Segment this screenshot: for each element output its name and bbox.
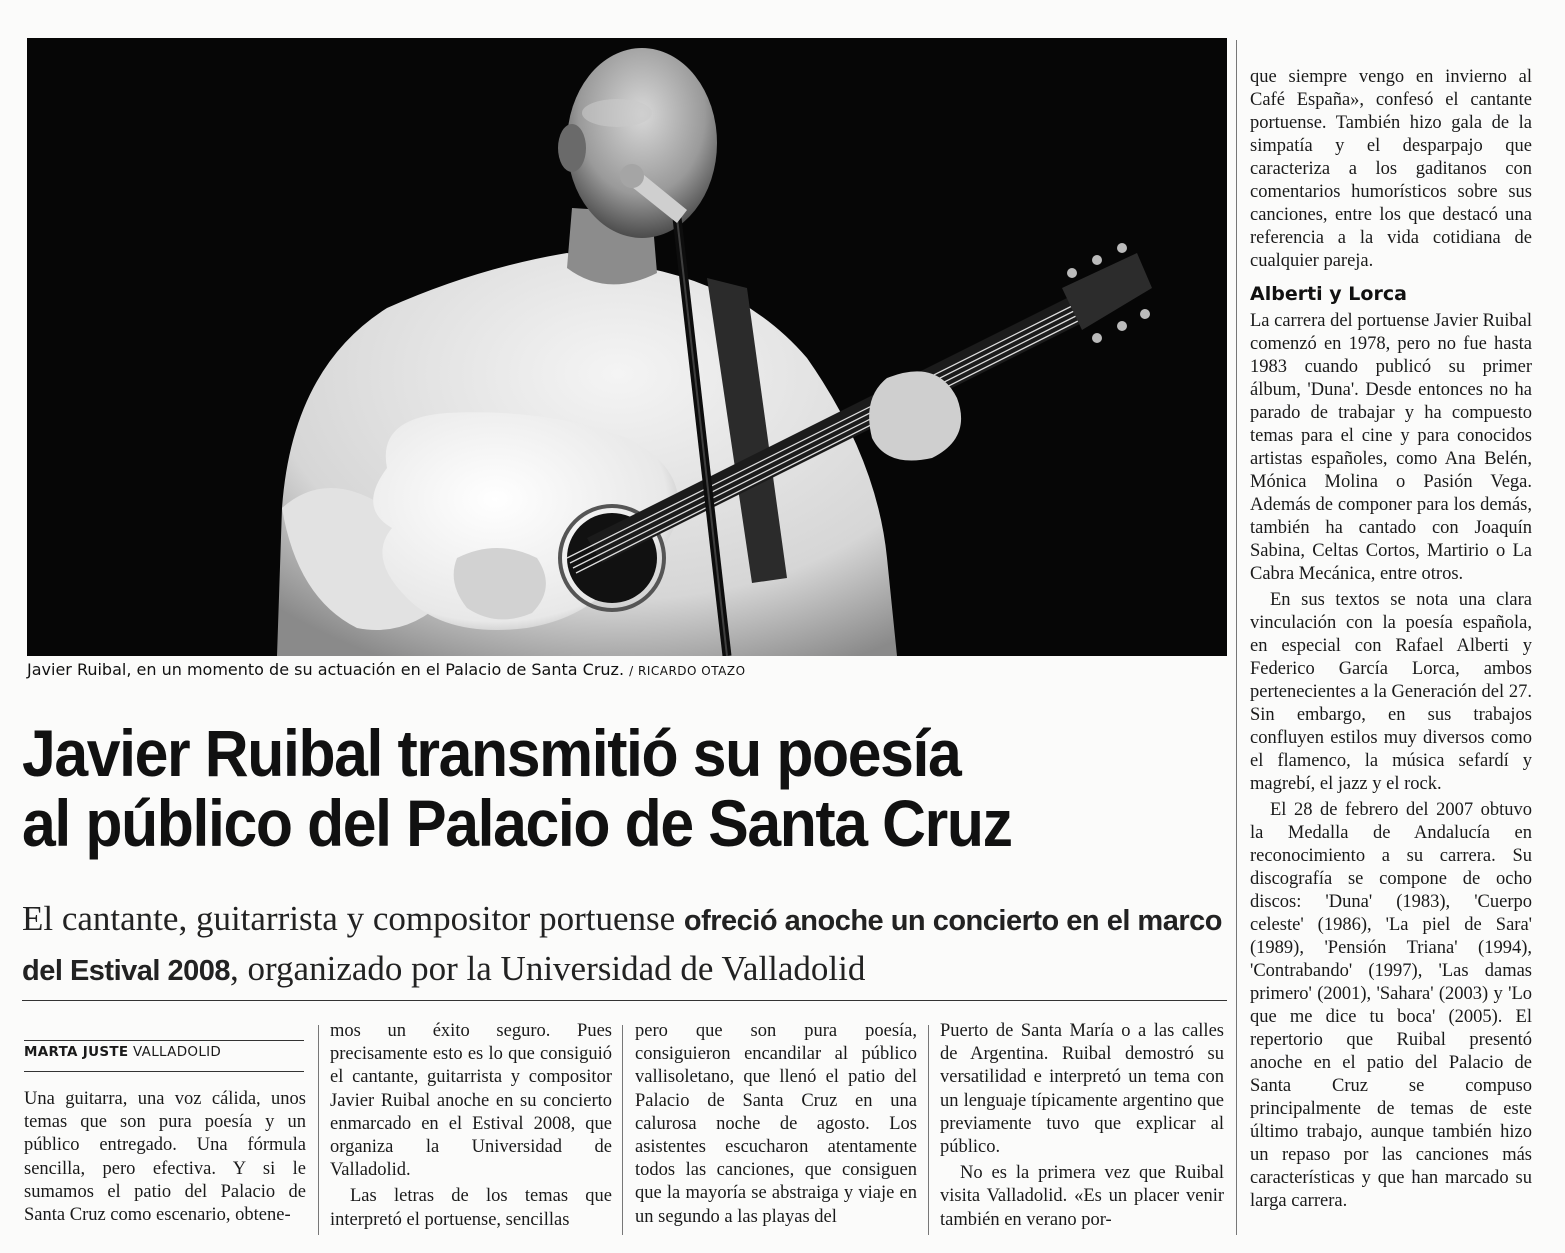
headline-line-1: Javier Ruibal transmitió su poesía	[22, 716, 961, 790]
byline-rule-top	[24, 1040, 304, 1041]
byline	[24, 1044, 304, 1060]
subheadline	[22, 895, 1232, 995]
photo-caption	[27, 660, 1227, 679]
column-divider-1	[318, 1025, 319, 1235]
right-column-paragraph-3: En sus textos se nota una clara vinculación con la poesía española, en especial con Rafael Alberti y Federico García Lorca, ambos pertenecientes a la Generación del 27. Sin embargo, en sus trabajos confluyen estilos muy diversos como el flamenco, la música sefardí y magrebí, el jazz y el rock.	[1250, 590, 1532, 794]
caption-text: Javier Ruibal, en un momento de su actuación en el Palacio de Santa Cruz.	[27, 660, 625, 679]
photo-credit: / RICARDO OTAZO	[629, 664, 746, 678]
column-3	[635, 1020, 917, 1229]
column-divider-3	[928, 1025, 929, 1235]
article-photo	[27, 38, 1227, 656]
singer-guitar-illustration	[27, 38, 1227, 656]
column-2-paragraph-2: Las letras de los temas que interpretó el portuense, sencillas	[330, 1186, 612, 1230]
headline	[22, 718, 1126, 858]
column-4-paragraph-1: Puerto de Santa María o a las calles de Argentina. Ruibal demostró su versatilidad e interpretó un tema con un lenguaje típicamente argentino que previamente tuvo que explicar al público.	[940, 1021, 1224, 1158]
column-2-paragraph-1: mos un éxito seguro. Pues precisamente esto es lo que consiguió el cantante, guitarrista y compositor Javier Ruibal anoche en su concierto enmarcado en el Estival 2008, que organiza la Universidad de Valladolid.	[330, 1021, 612, 1181]
column-4	[940, 1020, 1224, 1232]
column-2	[330, 1020, 612, 1232]
subhead-part-1: El cantante, guitarrista y compositor portuense	[22, 899, 676, 938]
right-column-paragraph-4: El 28 de febrero del 2007 obtuvo la Medalla de Andalucía en reconocimiento a su carrera. Su discografía se compone de ocho discos: 'Duna' (1983), 'Cuerpo celeste' (1986), 'La piel de Sara' (1989), 'Pensión Triana' (1994), 'Contrabando' (1997), 'Las damas primero' (2001), 'Sahara' (2003) y 'Lo que me dice tu boca' (2005). El repertorio que Ruibal presentó anoche en el patio del Palacio de Santa Cruz se compuso principalmente de temas de este último trabajo, aunque también hizo un repaso por las canciones más características y que han marcado su larga carrera.	[1250, 800, 1532, 1211]
subhead-part-2: , organizado por la Universidad de Valladolid	[230, 949, 866, 988]
right-column-paragraph-1: que siempre vengo en invierno al Café España», confesó el cantante portuense. También hizo gala de la simpatía y el desparpajo que caracteriza a los gaditanos con comentarios humorísticos sobre sus canciones, entre los que destacó una referencia a la vida cotidiana de cualquier pareja.	[1250, 67, 1532, 271]
byline-place: VALLADOLID	[133, 1044, 222, 1060]
byline-author: MARTA JUSTE	[24, 1044, 129, 1060]
column-4-paragraph-2: No es la primera vez que Ruibal visita Valladolid. «Es un placer venir también en verano por-	[940, 1163, 1224, 1230]
right-column-divider	[1236, 40, 1237, 1235]
column-1-paragraph: Una guitarra, una voz cálida, unos temas que son pura poesía y un público entregado. Una fórmula sencilla, pero efectiva. Y si le sumamos el patio del Palacio de Santa Cruz como escenario, obtene-	[24, 1089, 306, 1226]
subhead-bold: ofreció anoche un concierto en el marco del Estival 2008	[22, 905, 1222, 987]
column-3-paragraph: pero que son pura poesía, consiguieron encandilar al público vallisoletano, que llenó el patio del Palacio de Santa Cruz en una calurosa noche de agosto. Los asistentes escucharon atentamente todos las canciones, que consiguen que la mayoría se abstraiga y viaje en un segundo a las playas del	[635, 1021, 917, 1227]
right-column-paragraph-2: La carrera del portuense Javier Ruibal comenzó en 1978, pero no fue hasta 1983 cuando publicó su primer álbum, 'Duna'. Desde entonces no ha parado de trabajar y ha compuesto temas para el cine y para conocidos artistas españoles, como Ana Belén, Mónica Molina o Pasión Vega. Además de componer para los demás, también ha cantado con Joaquín Sabina, Celtas Cortos, Martirio o La Cabra Mecánica, entre otros.	[1250, 311, 1532, 584]
column-divider-2	[622, 1025, 623, 1235]
column-1	[24, 1088, 306, 1227]
subhead-divider	[22, 1000, 1227, 1001]
byline-rule-bottom	[24, 1071, 304, 1072]
headline-line-2: al público del Palacio de Santa Cruz	[22, 786, 1012, 860]
section-heading: Alberti y Lorca	[1250, 283, 1407, 305]
right-column	[1250, 66, 1532, 1213]
